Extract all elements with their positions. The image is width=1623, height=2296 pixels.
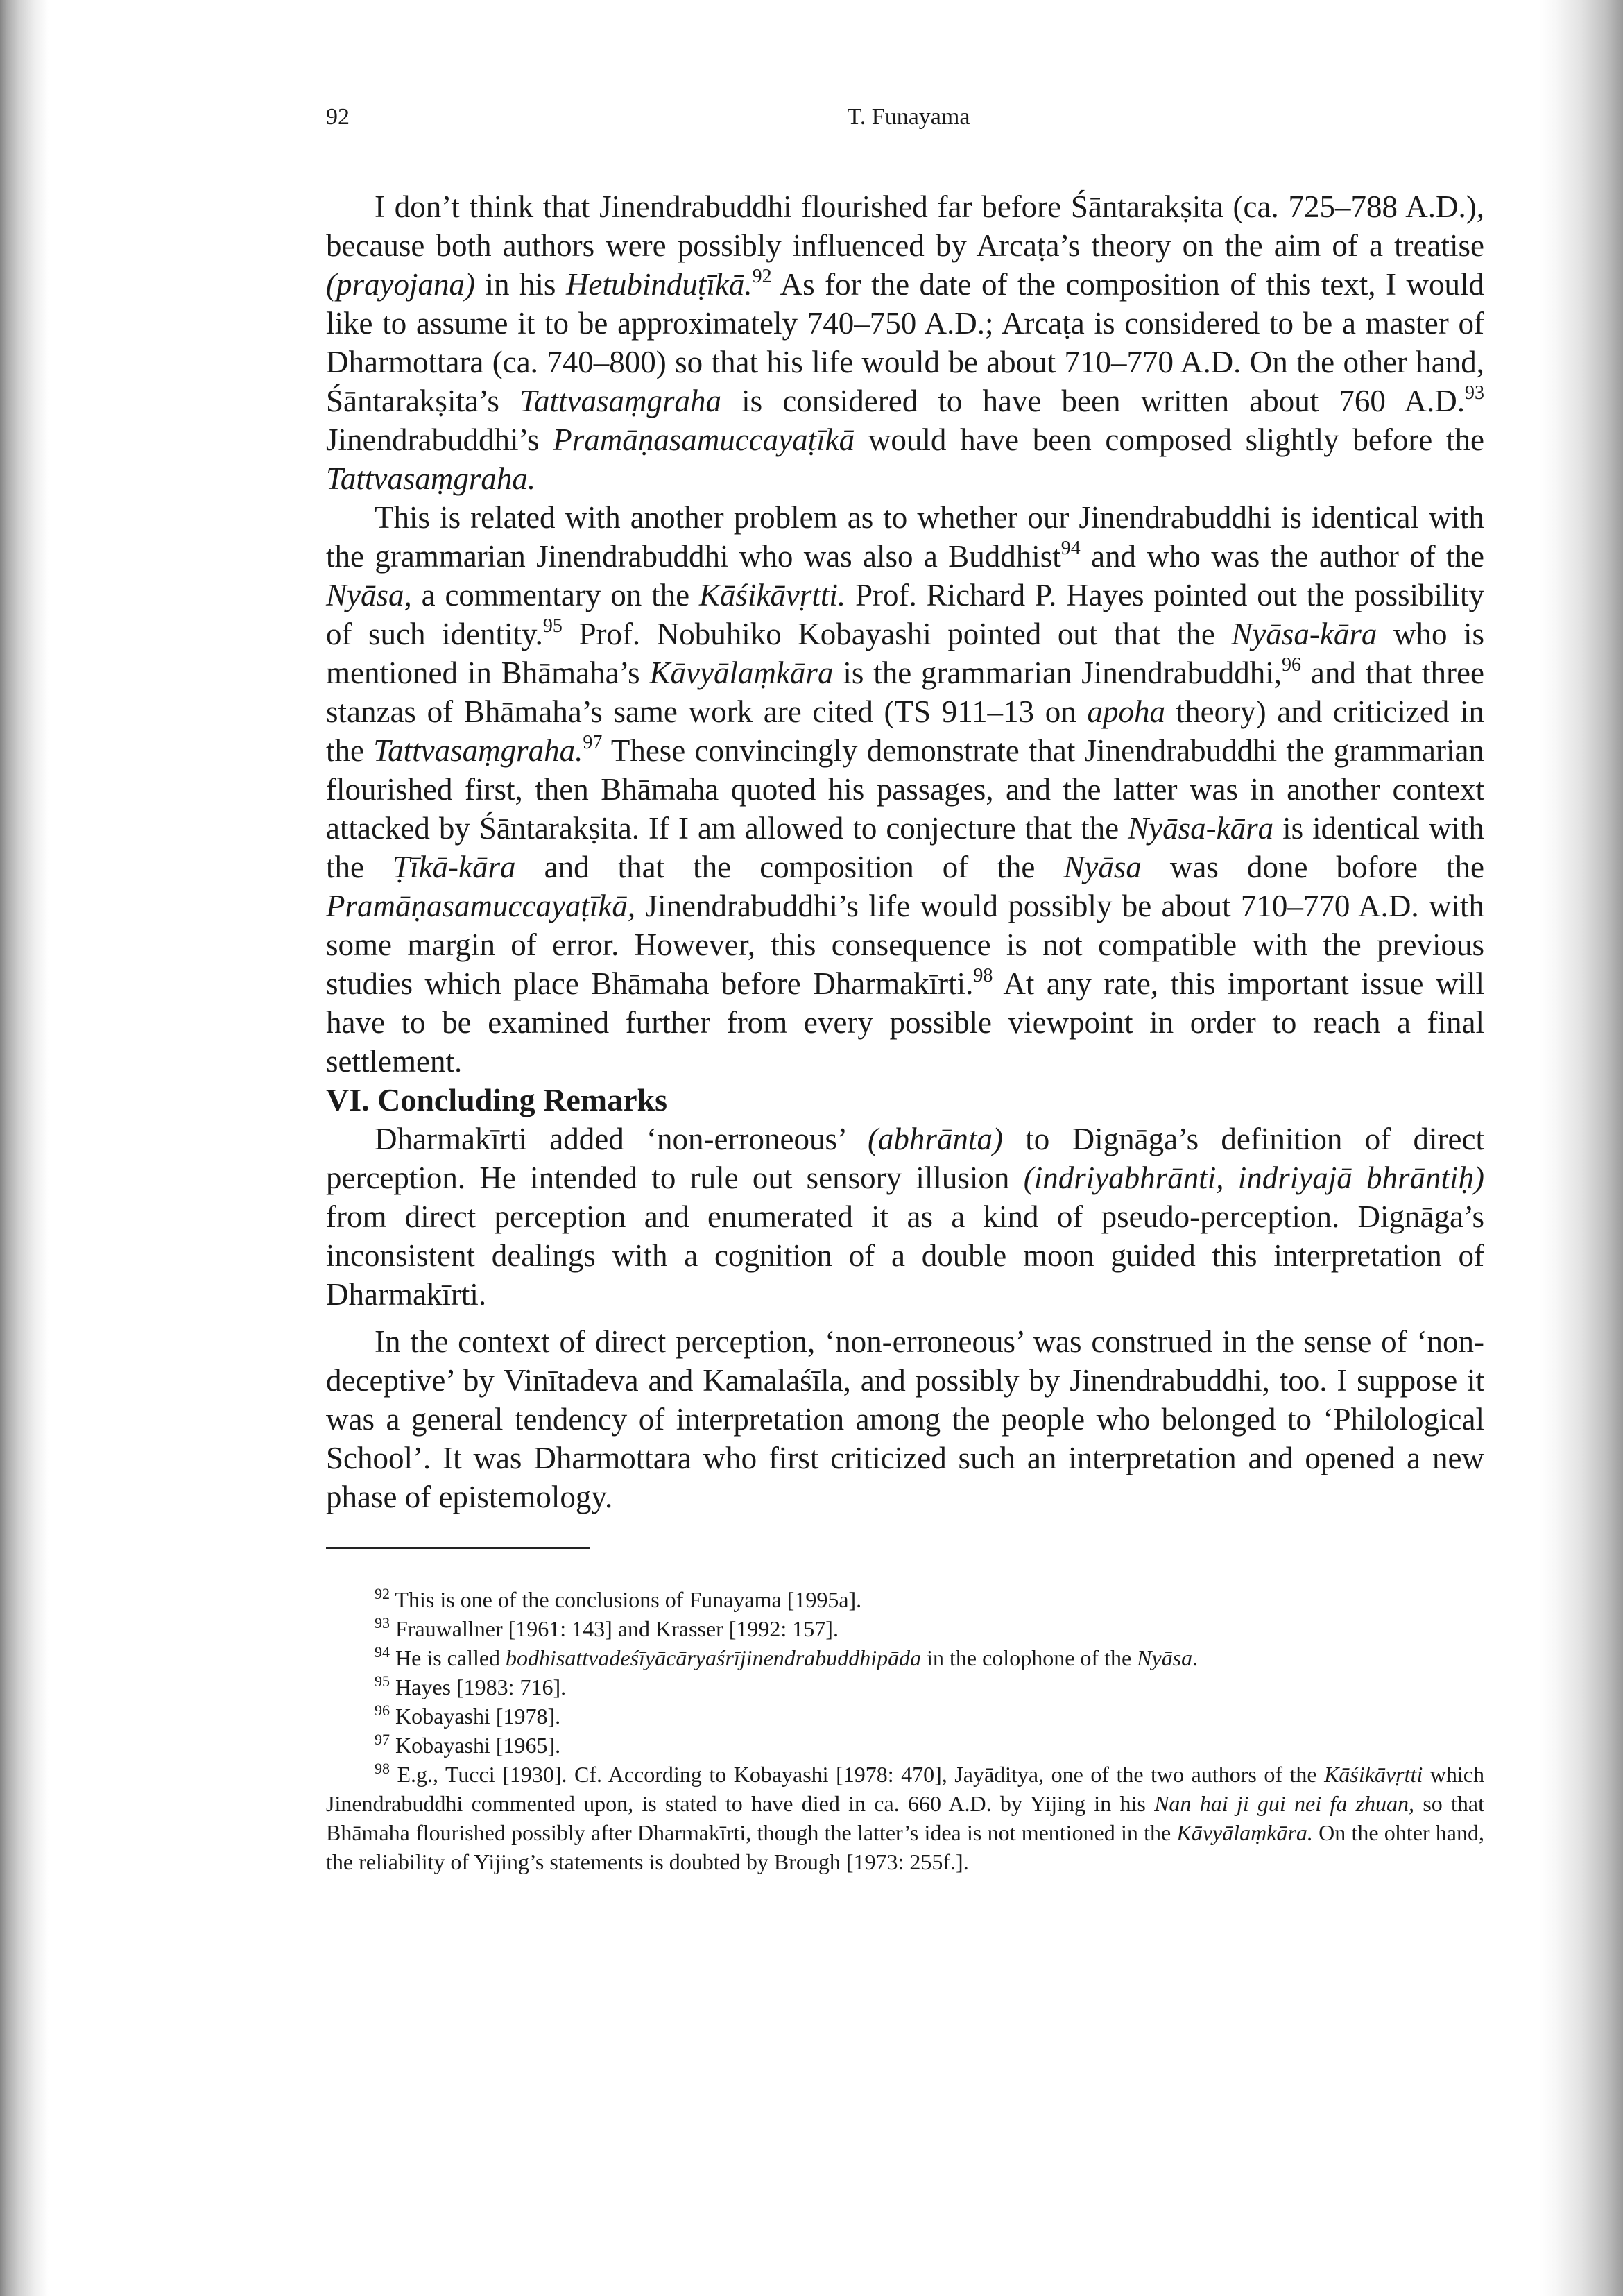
- paragraph-1: I don’t think that Jinendrabuddhi flourished far before Śāntarakṣita (ca. 725–788 A.D.), because both authors were possibly influenced by Arcaṭa’s theory on the aim of a treatise (prayojana) in his Hetubinduṭīkā.$^{92}$ As for the date of the composition of this text, I would like to assume it to be approximately 740–750 A.D.; Arcaṭa is considered to be a master of Dharmottara (ca. 740–800) so that his life would be about 710–770 A.D. On the other hand, Śāntarakṣita’s Tattvasaṃgraha is considered to have been written about 760 A.D.$^{93}$ Jinendrabuddhi’s Pramāṇasamuccayaṭīkā would have been composed slightly before the Tattvasaṃgraha.: [326, 189, 1484, 496]
- scan-edge-left: [0, 0, 49, 2296]
- footnote-98: $^{98}$ E.g., Tucci [1930]. Cf. According to Kobayashi [1978: 470], Jayāditya, one of the two authors of the Kāśikāvṛtti which Jinendrabuddhi commented upon, is stated to have died in ca. 660 A.D. by Yijing in his Nan hai ji gui nei fa zhuan, so that Bhāmaha flourished possibly after Dharmakīrti, though the latter’s idea is not mentioned in the Kāvyālaṃkāra. On the ohter hand, the reliability of Yijing’s statements is doubted by Brough [1973: 255f.].: [326, 1760, 1485, 1874]
- section-heading: VI. Concluding Remarks: [326, 1082, 668, 1117]
- paragraph-2: This is related with another problem as to whether our Jinendrabuddhi is identical with the grammarian Jinendrabuddhi who was also a Buddhist$^{94}$ and who was the author of the Nyāsa, a commentary on the Kāśikāvṛtti. Prof. Richard P. Hayes pointed out the possibility of such identity.$^{95}$ Prof. Nobuhiko Kobayashi pointed out that the Nyāsa-kāra who is mentioned in Bhāmaha’s Kāvyālaṃkāra is the grammarian Jinendrabuddhi,$^{96}$ and that three stanzas of Bhāmaha’s same work are cited (TS 911–13 on apoha theory) and criticized in the Tattvasaṃgraha.$^{97}$ These convincingly demonstrate that Jinendrabuddhi the grammarian flourished first, then Bhāmaha quoted his passages, and the latter was in another context attacked by Śāntarakṣita. If I am allowed to conjecture that the Nyāsa-kāra is identical with the Ṭīkā-kāra and that the composition of the Nyāsa was done bofore the Pramāṇasamuccayaṭīkā, Jinendrabuddhi’s life would possibly be about 710–770 A.D. with some margin of error. However, this consequence is not compatible with the previous studies which place Bhāmaha before Dharmakīrti.$^{98}$ At any rate, this important issue will have to be examined further from every possible viewpoint in order to reach a final settlement.: [326, 500, 1485, 1079]
- footnote-95: $^{95}$ Hayes [1983: 716].: [375, 1672, 567, 1699]
- scan-edge-right: [1540, 0, 1623, 2296]
- paragraph-3: Dharmakīrti added ‘non-erroneous’ (abhrānta) to Dignāga’s definition of direct perception. He intended to rule out sensory illusion (indriyabhrānti, indriyajā bhrāntiḥ) from direct perception and enumerated it as a kind of pseudo-perception. Dignāga’s inconsistent dealings with a cognition of a double moon guided this interpretation of Dharmakīrti.: [326, 1122, 1484, 1312]
- footnote-rule: [326, 1547, 590, 1549]
- footnote-ref-92: 92: [752, 266, 772, 287]
- footnote-ref-97: 97: [583, 732, 603, 753]
- footnote-ref-93: 93: [1465, 382, 1484, 404]
- footnote-97: $^{97}$ Kobayashi [1965].: [375, 1731, 561, 1758]
- paragraph-4: In the context of direct perception, ‘non-erroneous’ was construed in the sense of ‘non-deceptive’ by Vinītadeva and Kamalaśīla, and possibly by Jinendrabuddhi, too. I suppose it was a general tendency of interpretation among the people who belonged to ‘Philological School’. It was Dharmottara who first criticized such an interpretation and opened a new phase of epistemology.: [326, 1324, 1484, 1514]
- footnote-ref-96: 96: [1282, 654, 1301, 676]
- footnote-ref-95: 95: [542, 615, 563, 637]
- footnote-96: $^{96}$ Kobayashi [1978].: [375, 1702, 561, 1729]
- footnote-ref-94: 94: [1060, 538, 1081, 559]
- footnotes: [326, 1585, 1484, 1876]
- main-body: [326, 187, 1484, 1516]
- page-header: [326, 104, 1491, 146]
- footnote-92: $^{92}$ This is one of the conclusions of Funayama [1995a].: [375, 1585, 862, 1612]
- page-number: 92: [326, 104, 350, 130]
- footnote-94: $^{94}$ He is called bodhisattvadeśīyācāryaśrījinendrabuddhipāda in the colophone of the Nyāsa.: [375, 1643, 1199, 1670]
- footnote-ref-98: 98: [973, 965, 993, 986]
- footnote-93: $^{93}$ Frauwallner [1961: 143] and Krasser [1992: 157].: [375, 1614, 839, 1641]
- running-head: T. Funayama: [847, 104, 970, 130]
